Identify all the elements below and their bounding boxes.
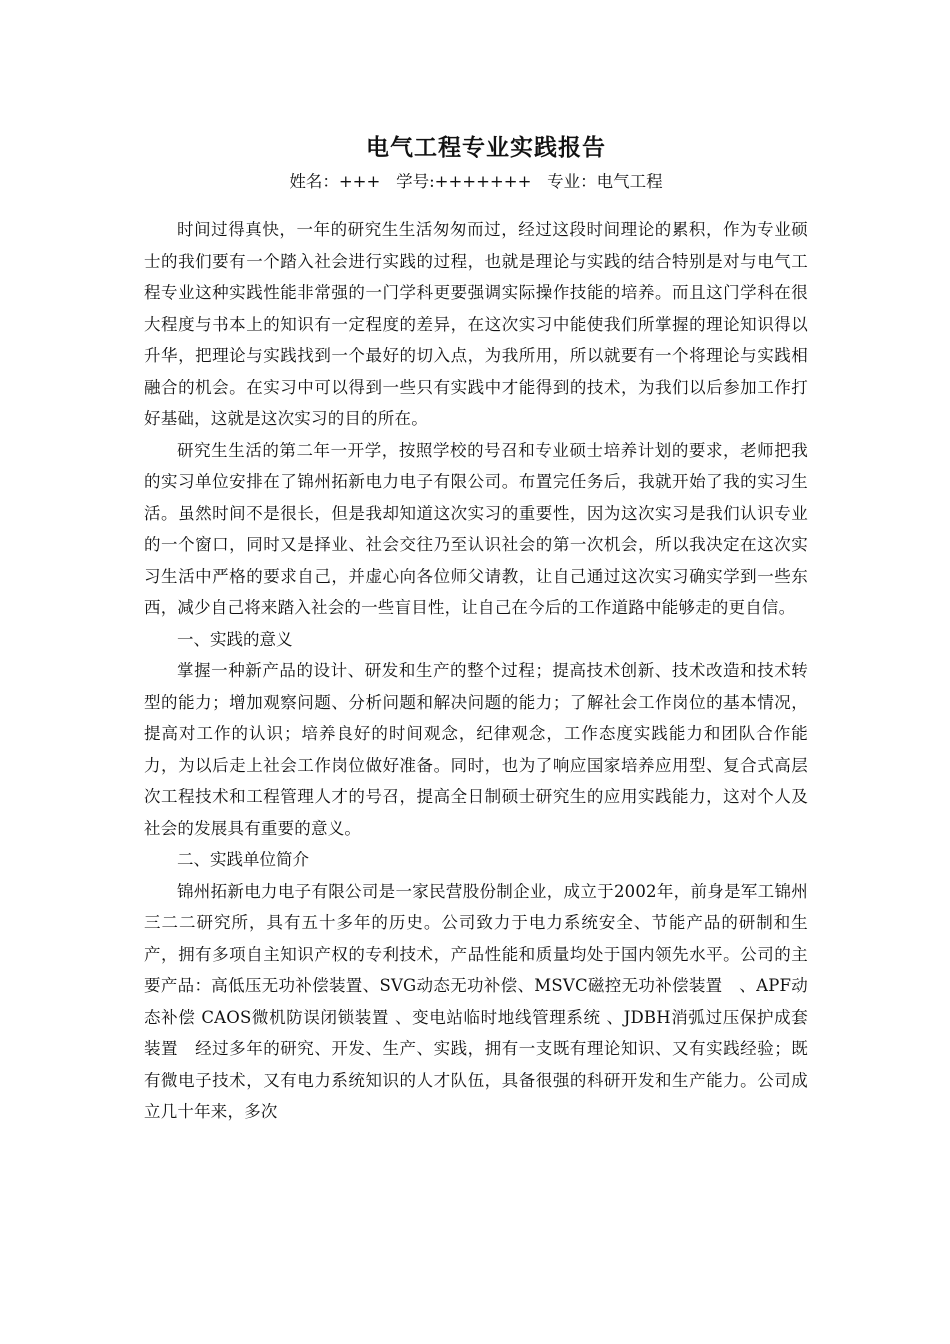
section-heading-significance: 一、实践的意义 (177, 629, 293, 649)
body-paragraph-intro: 时间过得真快，一年的研究生生活匆匆而过，经过这段时间理论的累积，作为专业硕士的我们要有一个踏入社会进行实践的过程，也就是理论与实践的结合特别是对与电气工程专业这种实践性能非常强的一门学科更要强调实际操作技能的培养。而且这门学科在很大程度与书本上的知识有一定程度的差异，在这次实习中能使我们所掌握的理论知识得以升华，把理论与实践找到一个最好的切入点，为我所用，所以就要有一个将理论与实践相融合的机会。在实习中可以得到一些只有实践中才能得到的技术，为我们以后参加工作打好基础，这就是这次实习的目的所在。 (144, 220, 808, 428)
author-info-line: 姓名：+++ 学号:+++++++ 专业：电气工程 (289, 172, 663, 191)
document-title: 电气工程专业实践报告 (366, 134, 606, 161)
section-heading-company-intro: 二、实践单位简介 (177, 850, 309, 869)
document-page (144, 128, 808, 1128)
body-paragraph-significance: 掌握一种新产品的设计、研发和生产的整个过程；提高技术创新、技术改造和技术转型的能力；增加观察问题、分析问题和解决问题的能力；了解社会工作岗位的基本情况，提高对工作的认识；培养良好的时间观念，纪律观念，工作态度实践能力和团队合作能力，为以后走上社会工作岗位做好准备。同时，也为了响应国家培养应用型、复合式高层次工程技术和工程管理人才的号召，提高全日制硕士研究生的应用实践能力，这对个人及社会的发展具有重要的意义。 (144, 661, 808, 838)
body-paragraph-company: 锦州拓新电力电子有限公司是一家民营股份制企业，成立于2002年，前身是军工锦州三二二研究所，具有五十多年的历史。公司致力于电力系统安全、节能产品的研制和生产，拥有多项自主知识产权的专利技术，产品性能和质量均处于国内领先水平。公司的主要产品：高低压无功补偿装置、SVG动态无功补偿、MSVC磁控无功补偿装置 、APF动态补偿 CAOS微机防误闭锁装置 、变电站临时地线管理系统 、JDBH消弧过压保护成套装置 经过多年的研究、开发、生产、实践，拥有一支既有理论知识、又有实践经验；既有微电子技术，又有电力系统知识的人才队伍，具备很强的科研开发和生产能力。公司成立几十年来，多次 (144, 881, 808, 1121)
body-paragraph-internship: 研究生生活的第二年一开学，按照学校的号召和专业硕士培养计划的要求，老师把我的实习单位安排在了锦州拓新电力电子有限公司。布置完任务后，我就开始了我的实习生活。虽然时间不是很长，但是我却知道这次实习的重要性，因为这次实习是我们认识专业的一个窗口，同时又是择业、社会交往乃至认识社会的第一次机会，所以我决定在这次实习生活中严格的要求自己，并虚心向各位师父请教，让自己通过这次实习确实学到一些东西，减少自己将来踏入社会的一些盲目性，让自己在今后的工作道路中能够走的更自信。 (144, 440, 808, 617)
